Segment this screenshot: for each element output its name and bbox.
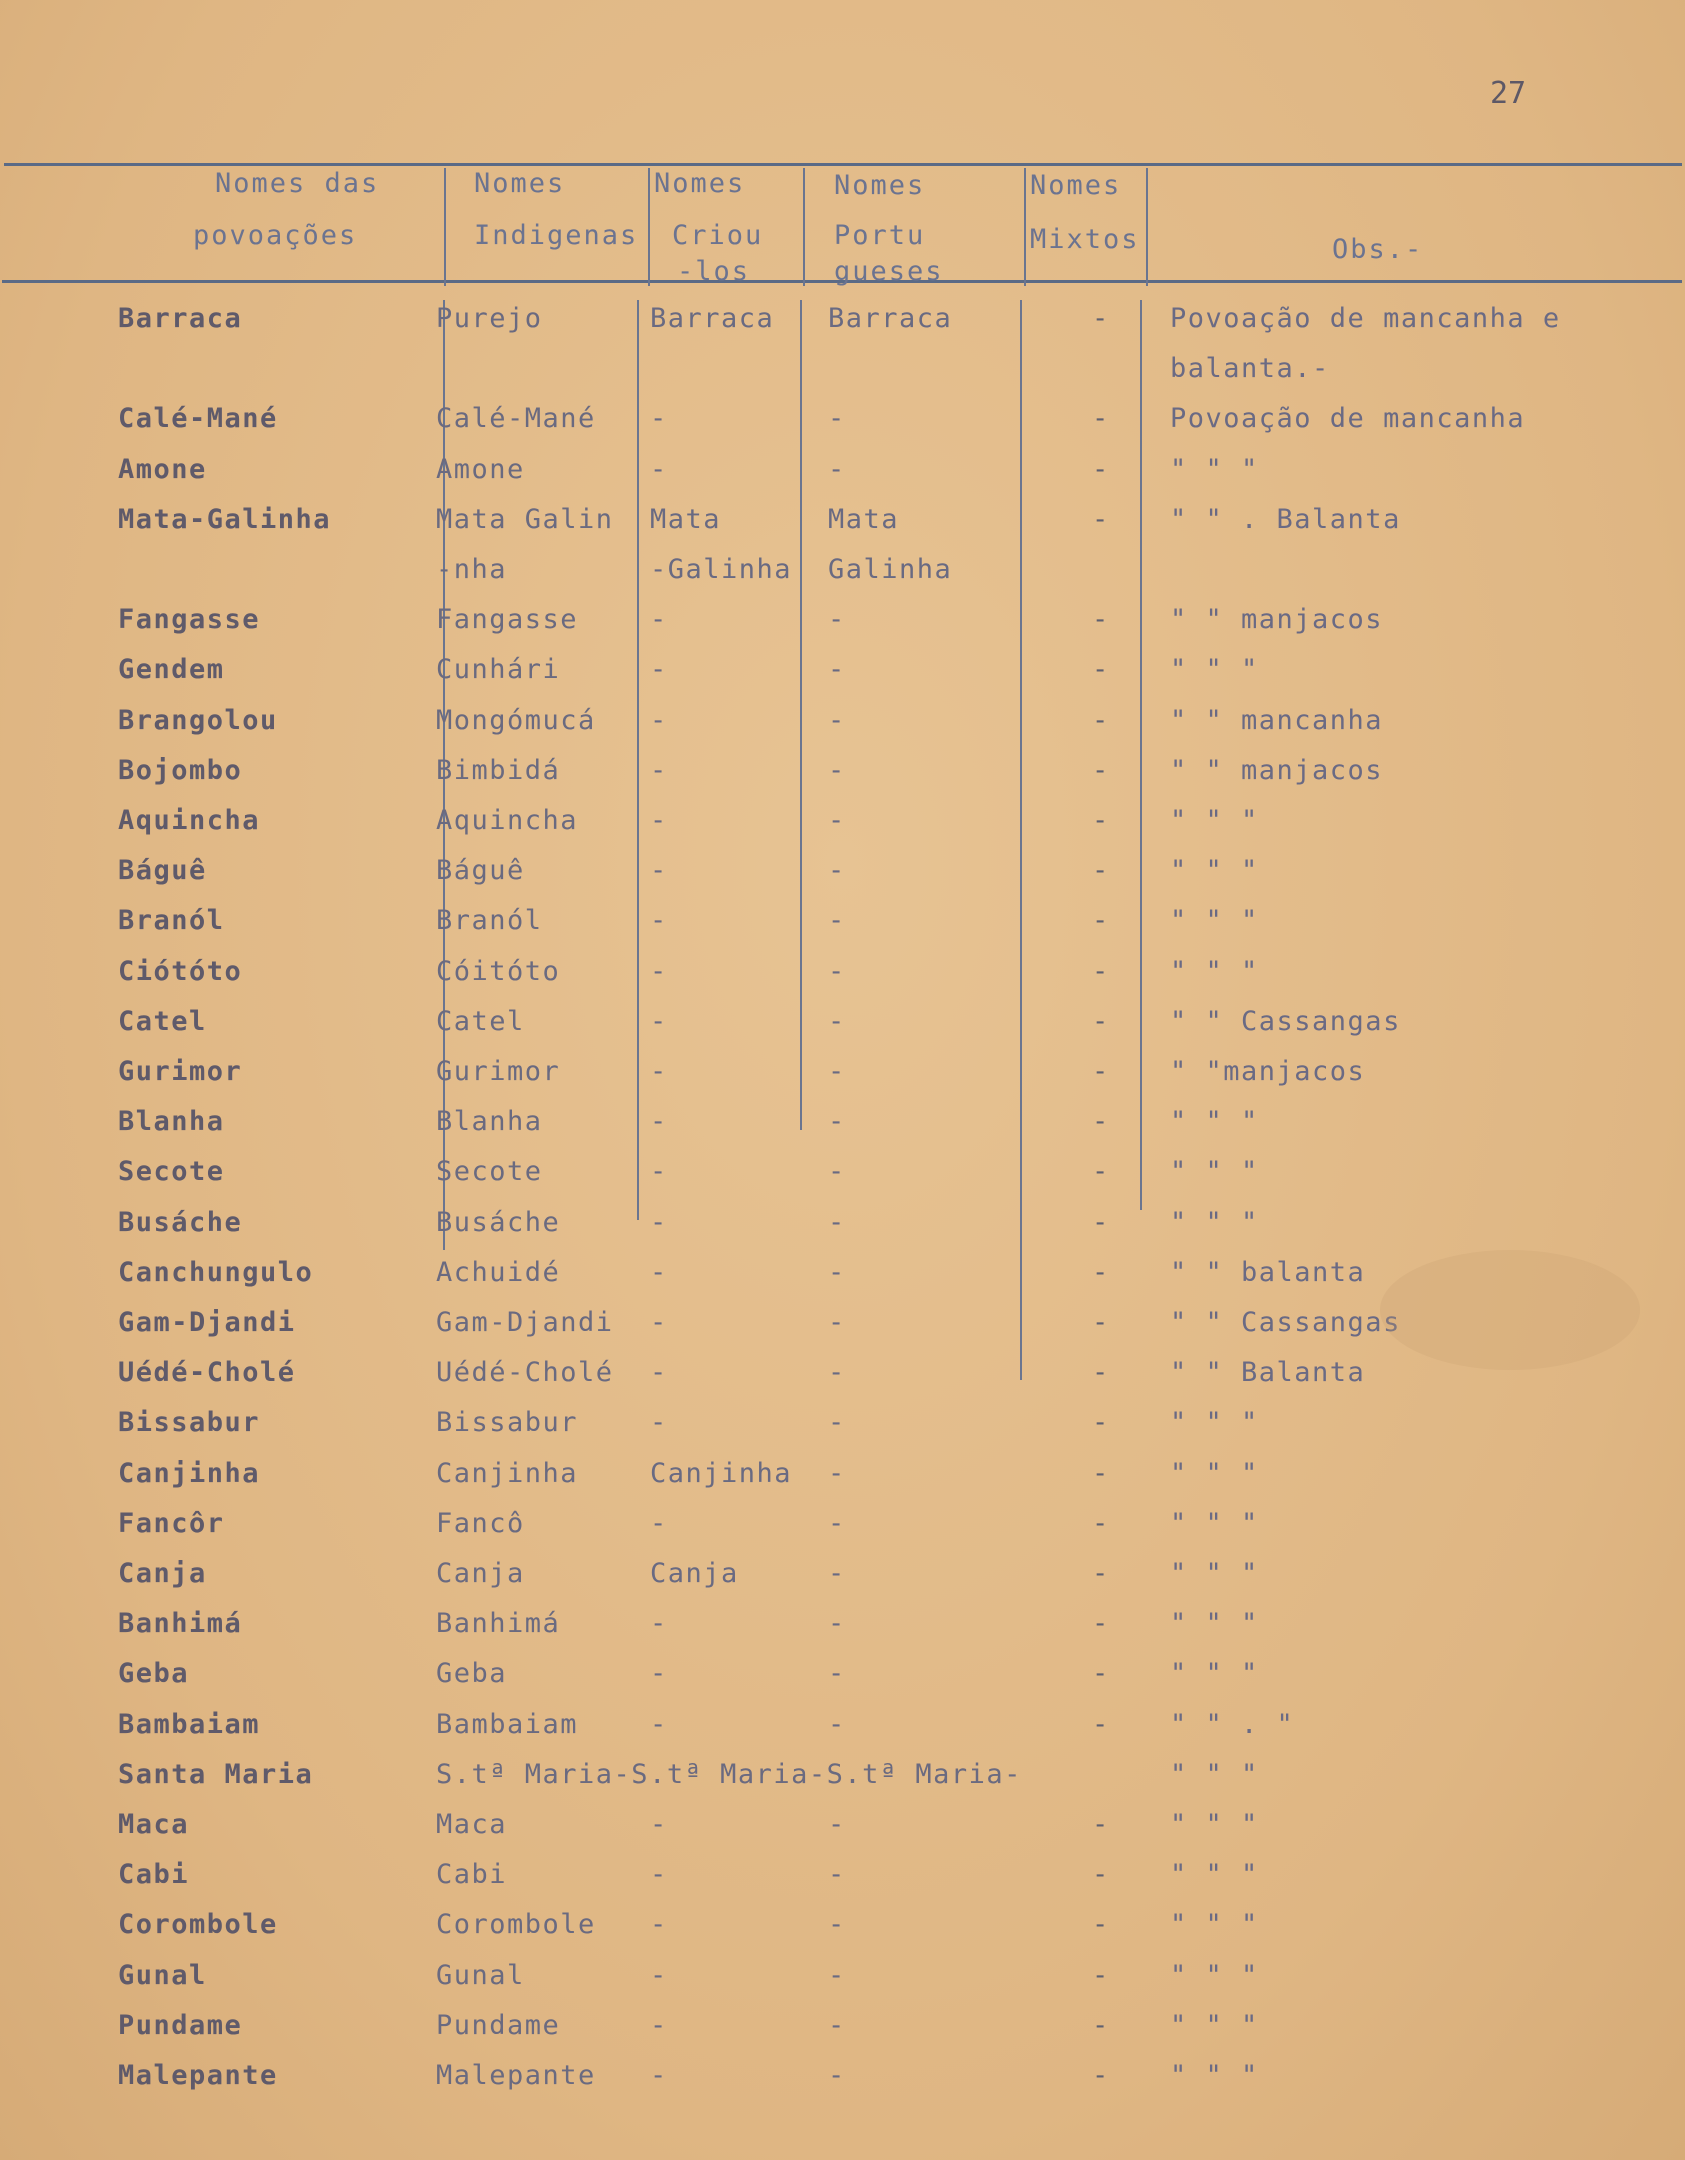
- row-mixed: -: [1092, 2009, 1110, 2041]
- row-indigenous: Gunal: [436, 1959, 525, 1991]
- header-col-mixed: Nomes: [1030, 170, 1122, 201]
- row-portuguese: Mata: [828, 503, 900, 535]
- row-name: Gam-Djandi: [118, 1307, 296, 1338]
- row-creole: -: [650, 403, 668, 435]
- row-indigenous: Busáche: [436, 1206, 561, 1238]
- row-obs: " " ": [1170, 1106, 1259, 1138]
- row-indigenous: Canjinha: [436, 1457, 579, 1489]
- header-col-portuguese-3: gueses: [834, 256, 944, 287]
- row-creole: Mata: [650, 503, 722, 535]
- row-creole: -: [650, 654, 668, 686]
- header-col-creole-2: Criou: [672, 220, 764, 251]
- row-indigenous: Aquincha: [436, 805, 579, 836]
- table-row: [0, 704, 1685, 757]
- row-portuguese: -: [828, 2060, 846, 2091]
- table-row: [0, 1256, 1685, 1309]
- row-mixed: -: [1092, 805, 1110, 836]
- row-creole: -: [650, 604, 668, 636]
- row-indigenous: Banhimá: [436, 1608, 561, 1640]
- row-obs: " " ": [1170, 1558, 1259, 1589]
- header-col-names: Nomes das: [215, 168, 380, 199]
- row-indigenous: Corombole: [436, 1909, 596, 1941]
- row-indigenous: Gurimor: [436, 1056, 561, 1087]
- row-obs: " " ": [1170, 905, 1259, 937]
- table-row: [0, 907, 1685, 957]
- row-portuguese: -: [828, 1959, 846, 1991]
- row-creole: -: [650, 1106, 668, 1138]
- table-row: [0, 1158, 1685, 1208]
- row-portuguese: -: [828, 1608, 846, 1640]
- row-name: Blanha: [118, 1106, 225, 1138]
- row-obs: " " ": [1170, 1658, 1259, 1690]
- row-obs: " " balanta: [1170, 1256, 1366, 1288]
- row-portuguese: -: [828, 805, 846, 836]
- row-obs: Povoação de mancanha e: [1170, 303, 1561, 334]
- row-creole: -: [650, 1307, 668, 1338]
- row-portuguese: -: [828, 2009, 846, 2041]
- row-mixed: -: [1092, 1206, 1110, 1238]
- row-name: Gurimor: [118, 1056, 243, 1087]
- row-name: Cabi: [118, 1859, 190, 1891]
- header-col-creole: Nomes: [654, 168, 746, 199]
- row-name: Canchungulo: [118, 1256, 314, 1288]
- row-obs: " " ": [1170, 1959, 1259, 1991]
- row-indigenous: Malepante: [436, 2060, 596, 2091]
- row-portuguese: -: [828, 1357, 846, 1389]
- row-mixed: -: [1092, 1056, 1110, 1087]
- table-row: [0, 1758, 1685, 1811]
- row-indigenous: -nha: [436, 554, 508, 585]
- row-creole: Canjinha: [650, 1457, 793, 1489]
- row-mixed: -: [1092, 1708, 1110, 1740]
- row-mixed: -: [1092, 403, 1110, 435]
- row-portuguese: Barraca: [828, 303, 953, 334]
- row-name: Gunal: [118, 1959, 207, 1991]
- table-row: [0, 2009, 1685, 2062]
- header-sep-5: [1146, 168, 1148, 286]
- row-name: Fangasse: [118, 604, 261, 636]
- row-creole: -: [650, 1809, 668, 1840]
- row-mixed: -: [1092, 1156, 1110, 1188]
- table-row: [0, 1005, 1685, 1058]
- row-mixed: -: [1092, 1005, 1110, 1037]
- row-obs: " "manjacos: [1170, 1056, 1366, 1087]
- row-indigenous: Canja: [436, 1558, 525, 1589]
- row-mixed: -: [1092, 1558, 1110, 1589]
- row-mixed: -: [1092, 1809, 1110, 1840]
- row-creole: -: [650, 453, 668, 485]
- row-indigenous: Maca: [436, 1809, 508, 1840]
- row-name: Santa Maria: [118, 1758, 314, 1790]
- header-sep-4: [1024, 168, 1026, 286]
- row-name: Branól: [118, 905, 225, 937]
- header-sep-3: [803, 168, 805, 286]
- header-col-mixed-2: Mixtos: [1030, 224, 1140, 255]
- table-row: [0, 2062, 1685, 2112]
- row-indigenous: Fangasse: [436, 604, 579, 636]
- page-number: 27: [1490, 76, 1527, 111]
- row-name: Ciótóto: [118, 955, 243, 987]
- row-creole: Barraca: [650, 303, 775, 334]
- row-indigenous: Bimbidá: [436, 754, 561, 786]
- row-indigenous: Blanha: [436, 1106, 543, 1138]
- table-row: [0, 1708, 1685, 1761]
- row-obs: " " . ": [1170, 1708, 1295, 1740]
- row-indigenous: Mata Galin: [436, 503, 614, 535]
- row-name: Amone: [118, 453, 207, 485]
- row-indigenous: Cunhári: [436, 654, 561, 686]
- table-row: [0, 1861, 1685, 1911]
- row-obs: " " ": [1170, 654, 1259, 686]
- row-name: Báguê: [118, 855, 207, 887]
- row-indigenous: Fancô: [436, 1507, 525, 1539]
- row-name: Corombole: [118, 1909, 278, 1941]
- row-obs: " " mancanha: [1170, 704, 1384, 736]
- row-name: Mata-Galinha: [118, 503, 332, 535]
- table-row: [0, 1058, 1685, 1108]
- header-col-names-2: povoações: [193, 220, 358, 251]
- row-name: Catel: [118, 1005, 207, 1037]
- row-mixed: -: [1092, 503, 1110, 535]
- table-row: [0, 656, 1685, 706]
- row-obs: " " Cassangas: [1170, 1307, 1401, 1338]
- row-mixed: -: [1092, 303, 1110, 334]
- row-portuguese: -: [828, 1909, 846, 1941]
- row-obs: " " ": [1170, 805, 1259, 836]
- row-creole: -: [650, 704, 668, 736]
- header-top-rule: [4, 163, 1682, 166]
- row-indigenous: Purejo: [436, 303, 543, 334]
- row-creole: -: [650, 1357, 668, 1389]
- row-indigenous: Mongómucá: [436, 704, 596, 736]
- table-row: [0, 305, 1685, 355]
- row-mixed: -: [1092, 2060, 1110, 2091]
- row-mixed: -: [1092, 1407, 1110, 1439]
- header-col-portuguese-2: Portu: [834, 220, 926, 251]
- row-mixed: -: [1092, 1909, 1110, 1941]
- row-obs: " " ": [1170, 955, 1259, 987]
- table-row: [0, 503, 1685, 556]
- row-portuguese: -: [828, 754, 846, 786]
- table-row: [0, 1660, 1685, 1710]
- row-portuguese: -: [828, 1507, 846, 1539]
- row-name: Canja: [118, 1558, 207, 1589]
- row-creole: -: [650, 1005, 668, 1037]
- row-mixed: -: [1092, 604, 1110, 636]
- row-portuguese: -: [828, 1457, 846, 1489]
- row-obs: " " ": [1170, 2060, 1259, 2091]
- row-portuguese: -: [828, 1106, 846, 1138]
- row-mixed: -: [1092, 855, 1110, 887]
- header-col-obs: Obs.-: [1332, 234, 1424, 265]
- table-row: [0, 1108, 1685, 1158]
- row-obs: " " ": [1170, 1407, 1259, 1439]
- row-name: Secote: [118, 1156, 225, 1188]
- row-creole: -: [650, 805, 668, 836]
- table-row: [0, 355, 1685, 405]
- row-indigenous: S.tª Maria-S.tª Maria-S.tª Maria-: [436, 1758, 1022, 1790]
- row-creole: -: [650, 2009, 668, 2041]
- header-col-indigenous: Nomes: [474, 168, 566, 199]
- row-indigenous: Secote: [436, 1156, 543, 1188]
- table-row: [0, 807, 1685, 857]
- row-indigenous: Achuidé: [436, 1256, 561, 1288]
- row-indigenous: Bambaiam: [436, 1708, 579, 1740]
- table-row: [0, 1457, 1685, 1510]
- header-sep-1: [444, 168, 446, 286]
- row-name: Bissabur: [118, 1407, 261, 1439]
- row-name: Fancôr: [118, 1507, 225, 1539]
- row-name: Brangolou: [118, 704, 278, 736]
- row-mixed: -: [1092, 905, 1110, 937]
- row-mixed: -: [1092, 1256, 1110, 1288]
- row-indigenous: Calé-Mané: [436, 403, 596, 435]
- table-row: [0, 1911, 1685, 1961]
- row-name: Malepante: [118, 2060, 278, 2091]
- row-mixed: -: [1092, 1457, 1110, 1489]
- table-row: [0, 1206, 1685, 1259]
- row-name: Uédé-Cholé: [118, 1357, 296, 1389]
- table-row: [0, 955, 1685, 1008]
- row-mixed: -: [1092, 654, 1110, 686]
- row-creole: -: [650, 1156, 668, 1188]
- table-row: [0, 1309, 1685, 1359]
- row-name: Calé-Mané: [118, 403, 278, 435]
- row-indigenous: Amone: [436, 453, 525, 485]
- table-row: [0, 1507, 1685, 1560]
- row-obs: " " ": [1170, 1909, 1259, 1941]
- table-row: [0, 1359, 1685, 1409]
- table-row: [0, 1560, 1685, 1610]
- row-creole: -: [650, 1959, 668, 1991]
- row-name: Canjinha: [118, 1457, 261, 1489]
- row-obs: balanta.-: [1170, 353, 1330, 385]
- row-portuguese: -: [828, 1708, 846, 1740]
- row-obs: " " . Balanta: [1170, 503, 1401, 535]
- row-creole: -: [650, 1056, 668, 1087]
- row-mixed: -: [1092, 1608, 1110, 1640]
- row-portuguese: -: [828, 1056, 846, 1087]
- row-portuguese: -: [828, 1658, 846, 1690]
- table-row: [0, 1409, 1685, 1459]
- row-obs: " " ": [1170, 2009, 1259, 2041]
- row-name: Aquincha: [118, 805, 261, 836]
- row-creole: -: [650, 1909, 668, 1941]
- row-portuguese: -: [828, 1558, 846, 1589]
- row-creole: -Galinha: [650, 554, 793, 585]
- row-indigenous: Cóitóto: [436, 955, 561, 987]
- row-portuguese: -: [828, 453, 846, 485]
- row-portuguese: -: [828, 1307, 846, 1338]
- row-obs: " " ": [1170, 1608, 1259, 1640]
- row-mixed: -: [1092, 453, 1110, 485]
- table-row: [0, 857, 1685, 907]
- row-portuguese: -: [828, 905, 846, 937]
- row-name: Banhimá: [118, 1608, 243, 1640]
- row-portuguese: -: [828, 654, 846, 686]
- row-portuguese: -: [828, 704, 846, 736]
- table-row: [0, 1959, 1685, 2012]
- row-name: Barraca: [118, 303, 243, 334]
- row-obs: Povoação de mancanha: [1170, 403, 1526, 435]
- row-mixed: -: [1092, 1658, 1110, 1690]
- table-row: [0, 1811, 1685, 1861]
- row-obs: " " ": [1170, 453, 1259, 485]
- row-obs: " " manjacos: [1170, 754, 1384, 786]
- row-indigenous: Catel: [436, 1005, 525, 1037]
- row-creole: -: [650, 1708, 668, 1740]
- row-obs: " " ": [1170, 1859, 1259, 1891]
- row-creole: -: [650, 1407, 668, 1439]
- table-row: [0, 1610, 1685, 1660]
- row-creole: -: [650, 1608, 668, 1640]
- row-creole: -: [650, 855, 668, 887]
- row-mixed: -: [1092, 704, 1110, 736]
- row-name: Pundame: [118, 2009, 243, 2041]
- header-col-creole-3: -los: [677, 256, 751, 287]
- header-col-portuguese: Nomes: [834, 170, 926, 201]
- header-col-indigenous-2: Indigenas: [474, 220, 639, 251]
- row-obs: " " ": [1170, 1758, 1259, 1790]
- row-obs: " " Cassangas: [1170, 1005, 1401, 1037]
- row-name: Maca: [118, 1809, 190, 1840]
- row-portuguese: -: [828, 604, 846, 636]
- row-creole: -: [650, 1507, 668, 1539]
- row-portuguese: -: [828, 403, 846, 435]
- row-obs: " " ": [1170, 1507, 1259, 1539]
- row-mixed: -: [1092, 1307, 1110, 1338]
- table-row: [0, 556, 1685, 606]
- row-mixed: -: [1092, 1106, 1110, 1138]
- row-creole: -: [650, 1859, 668, 1891]
- row-mixed: -: [1092, 1859, 1110, 1891]
- row-obs: " " Balanta: [1170, 1357, 1366, 1389]
- row-mixed: -: [1092, 754, 1110, 786]
- row-portuguese: -: [828, 1256, 846, 1288]
- row-mixed: -: [1092, 1507, 1110, 1539]
- row-indigenous: Pundame: [436, 2009, 561, 2041]
- row-indigenous: Báguê: [436, 855, 525, 887]
- row-mixed: -: [1092, 1959, 1110, 1991]
- row-obs: " " manjacos: [1170, 604, 1384, 636]
- header-sep-2: [648, 168, 650, 286]
- row-portuguese: -: [828, 855, 846, 887]
- row-name: Geba: [118, 1658, 190, 1690]
- row-creole: -: [650, 1658, 668, 1690]
- row-indigenous: Gam-Djandi: [436, 1307, 614, 1338]
- row-portuguese: -: [828, 1809, 846, 1840]
- table-row: [0, 405, 1685, 455]
- row-creole: -: [650, 1256, 668, 1288]
- row-creole: Canja: [650, 1558, 739, 1589]
- row-creole: -: [650, 905, 668, 937]
- row-obs: " " ": [1170, 1809, 1259, 1840]
- row-indigenous: Branól: [436, 905, 543, 937]
- table-row: [0, 754, 1685, 807]
- row-portuguese: -: [828, 1005, 846, 1037]
- row-obs: " " ": [1170, 855, 1259, 887]
- row-obs: " " ": [1170, 1206, 1259, 1238]
- row-portuguese: -: [828, 1206, 846, 1238]
- row-obs: " " ": [1170, 1156, 1259, 1188]
- row-name: Bojombo: [118, 754, 243, 786]
- row-indigenous: Cabi: [436, 1859, 508, 1891]
- table-row: [0, 606, 1685, 656]
- row-portuguese: Galinha: [828, 554, 953, 585]
- row-indigenous: Geba: [436, 1658, 508, 1690]
- row-portuguese: -: [828, 1407, 846, 1439]
- row-portuguese: -: [828, 1859, 846, 1891]
- row-name: Bambaiam: [118, 1708, 261, 1740]
- row-obs: " " ": [1170, 1457, 1259, 1489]
- row-creole: -: [650, 2060, 668, 2091]
- row-creole: -: [650, 955, 668, 987]
- row-creole: -: [650, 1206, 668, 1238]
- row-indigenous: Bissabur: [436, 1407, 579, 1439]
- table-row: [0, 453, 1685, 506]
- row-portuguese: -: [828, 1156, 846, 1188]
- row-mixed: -: [1092, 955, 1110, 987]
- row-indigenous: Uédé-Cholé: [436, 1357, 614, 1389]
- row-mixed: -: [1092, 1357, 1110, 1389]
- row-name: Busáche: [118, 1206, 243, 1238]
- row-name: Gendem: [118, 654, 225, 686]
- row-portuguese: -: [828, 955, 846, 987]
- row-creole: -: [650, 754, 668, 786]
